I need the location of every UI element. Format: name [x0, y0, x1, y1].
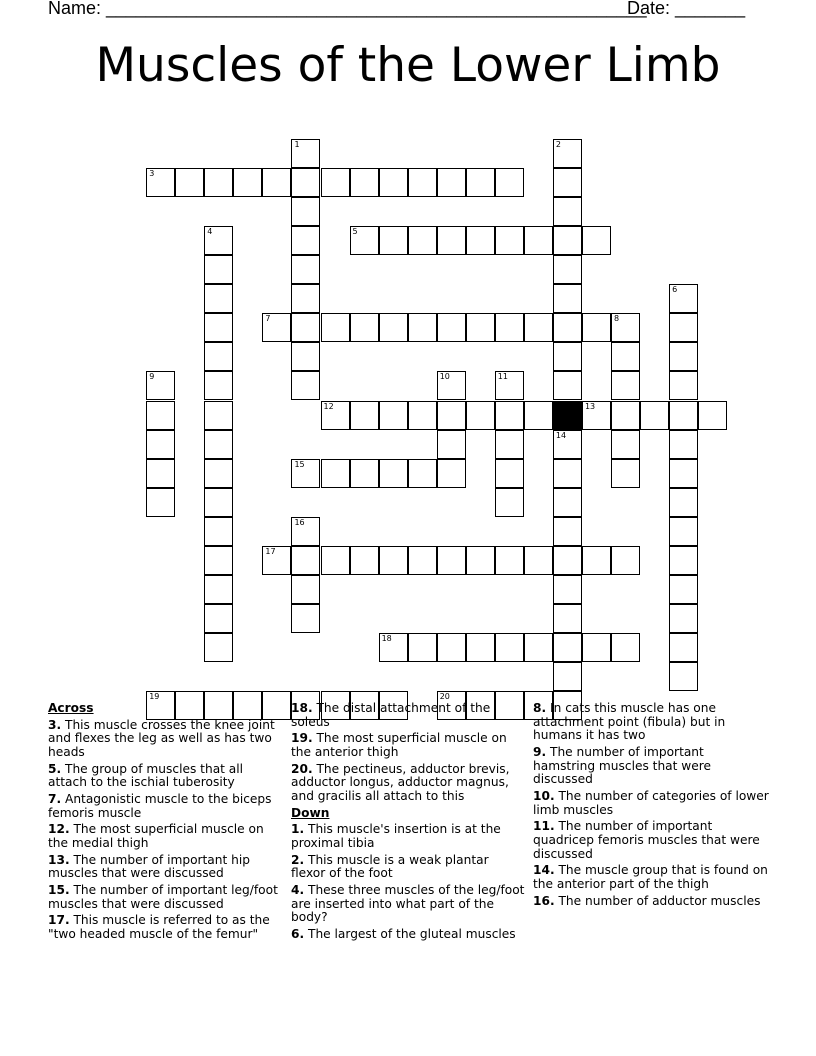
across-heading: Across — [48, 701, 94, 715]
clue-text: The distal attachment of the soleus — [291, 701, 491, 729]
grid-cell[interactable] — [669, 342, 698, 371]
clue-text: This muscle crosses the knee joint and flexes the leg as well as has two heads — [48, 717, 275, 759]
grid-cell[interactable] — [553, 371, 582, 400]
grid-cell[interactable] — [524, 226, 553, 255]
grid-cell[interactable] — [146, 459, 175, 488]
clue-number: 1. — [291, 822, 305, 837]
grid-cell[interactable] — [466, 313, 495, 342]
grid-cell[interactable] — [291, 604, 320, 633]
grid-cell[interactable] — [379, 401, 408, 430]
clue — [533, 746, 769, 787]
clues-column-3 — [533, 702, 769, 911]
clue — [291, 702, 525, 729]
clue — [48, 823, 284, 850]
grid-cell[interactable] — [437, 401, 466, 430]
grid-cell[interactable] — [495, 371, 524, 400]
grid-cell[interactable] — [204, 633, 233, 662]
clue-text: The group of muscles that all attach to the ischial tuberosity — [48, 761, 244, 790]
clue-text: These three muscles of the leg/foot are inserted into what part of the body? — [291, 883, 525, 925]
clue — [48, 884, 284, 911]
clue-text: The muscle group that is found on the anterior part of the thigh — [533, 863, 768, 891]
clue-number: 18. — [291, 701, 313, 715]
grid-cell[interactable] — [582, 401, 611, 430]
grid-cell[interactable] — [669, 313, 698, 342]
grid-cell[interactable] — [350, 459, 379, 488]
clue-text: The number of important hip muscles that were discussed — [48, 852, 251, 881]
grid-cell[interactable] — [204, 604, 233, 633]
grid-cell[interactable] — [408, 633, 437, 662]
grid-cell[interactable] — [553, 662, 582, 691]
grid-cell[interactable] — [495, 168, 524, 197]
grid-cell[interactable] — [553, 284, 582, 313]
grid-cell[interactable] — [524, 546, 553, 575]
clue — [48, 793, 284, 820]
clue-number: 7. — [48, 791, 62, 806]
grid-cell[interactable] — [495, 546, 524, 575]
clue — [48, 763, 284, 790]
grid-cell[interactable] — [204, 575, 233, 604]
grid-cell[interactable] — [146, 430, 175, 459]
grid-cell[interactable] — [291, 313, 320, 342]
grid-cell[interactable] — [437, 371, 466, 400]
clue-text: The most superficial muscle on the anterior thigh — [291, 731, 507, 759]
grid-cell[interactable] — [524, 401, 553, 430]
grid-cell[interactable] — [204, 226, 233, 255]
clue-number: 9 — [149, 372, 155, 382]
grid-cell[interactable] — [669, 459, 698, 488]
clue — [533, 820, 769, 861]
clue-number: 13. — [48, 852, 70, 867]
grid-cell[interactable] — [350, 226, 379, 255]
grid-cell[interactable] — [379, 168, 408, 197]
grid-cell[interactable] — [204, 168, 233, 197]
grid-cell[interactable] — [495, 488, 524, 517]
grid-cell[interactable] — [437, 226, 466, 255]
clue-number: 15. — [48, 883, 70, 898]
grid-cell[interactable] — [669, 488, 698, 517]
clue-text: The number of categories of lower limb muscles — [533, 788, 769, 817]
page-title: Muscles of the Lower Limb — [95, 38, 721, 93]
clue-number: 14. — [533, 863, 555, 878]
grid-cell[interactable] — [698, 401, 727, 430]
grid-cell[interactable] — [466, 401, 495, 430]
grid-cell[interactable] — [669, 401, 698, 430]
clue-number: 20. — [291, 761, 313, 776]
grid-cell[interactable] — [291, 139, 320, 168]
grid-cell[interactable] — [204, 517, 233, 546]
clue-number: 17. — [48, 913, 70, 928]
clue-text: This muscle is referred to as the "two headed muscle of the femur" — [48, 913, 270, 942]
clue-number: 1 — [294, 140, 300, 150]
grid-cell[interactable] — [350, 168, 379, 197]
grid-cell[interactable] — [437, 168, 466, 197]
grid-cell[interactable] — [466, 633, 495, 662]
clue — [533, 864, 769, 891]
grid-cell[interactable] — [204, 546, 233, 575]
grid-cell[interactable] — [669, 662, 698, 691]
clue — [48, 719, 284, 760]
clue-number: 3 — [149, 169, 155, 179]
clue-number: 5 — [352, 227, 358, 237]
grid-cell[interactable] — [291, 342, 320, 371]
grid-cell[interactable] — [350, 546, 379, 575]
grid-cell[interactable] — [611, 342, 640, 371]
grid-cell[interactable] — [582, 226, 611, 255]
clue-text: The pectineus, adductor brevis, adductor longus, adductor magnus, and gracilis all attach to this — [291, 761, 510, 803]
grid-cell[interactable] — [669, 575, 698, 604]
clue — [291, 732, 525, 759]
grid-cell[interactable] — [553, 342, 582, 371]
grid-cell[interactable] — [669, 604, 698, 633]
clue — [533, 790, 769, 817]
clues-column-1 — [48, 702, 284, 945]
grid-cell[interactable] — [262, 546, 291, 575]
clue-text: The number of important quadricep femoris muscles that were discussed — [533, 819, 760, 861]
clue-number: 16. — [533, 893, 555, 908]
grid-cell[interactable] — [669, 430, 698, 459]
clue-number: 19 — [149, 692, 160, 701]
grid-cell[interactable] — [291, 546, 320, 575]
grid-cell[interactable] — [553, 517, 582, 546]
grid-cell[interactable] — [291, 197, 320, 226]
grid-cell[interactable] — [379, 546, 408, 575]
grid-cell[interactable] — [204, 430, 233, 459]
clue-number: 9. — [533, 744, 547, 759]
clue-number: 4 — [207, 227, 213, 237]
grid-cell[interactable] — [146, 401, 175, 430]
clue-number: 4. — [291, 883, 305, 898]
grid-cell[interactable] — [553, 197, 582, 226]
grid-cell[interactable] — [611, 633, 640, 662]
clue — [291, 884, 525, 925]
clue — [48, 914, 284, 941]
clue-number: 2 — [555, 140, 561, 150]
clue — [291, 854, 525, 881]
grid-cell[interactable] — [524, 633, 553, 662]
grid-cell[interactable] — [262, 168, 291, 197]
grid-cell[interactable] — [553, 633, 582, 662]
grid-cell[interactable] — [611, 459, 640, 488]
grid-cell[interactable] — [291, 517, 320, 546]
grid-cell[interactable] — [495, 226, 524, 255]
clue-number: 8. — [533, 701, 547, 715]
grid-cell[interactable] — [669, 517, 698, 546]
grid-cell[interactable] — [611, 546, 640, 575]
grid-cell[interactable] — [291, 168, 320, 197]
grid-cell[interactable] — [233, 168, 262, 197]
clue-text: This muscle is a weak plantar flexor of the foot — [291, 852, 489, 881]
grid-cell[interactable] — [408, 401, 437, 430]
grid-cell[interactable] — [291, 459, 320, 488]
grid-cell[interactable] — [582, 313, 611, 342]
grid-cell[interactable] — [553, 604, 582, 633]
grid-cell[interactable] — [437, 633, 466, 662]
clue-number: 11. — [533, 819, 555, 834]
grid-cell[interactable] — [291, 575, 320, 604]
grid-cell[interactable] — [553, 459, 582, 488]
grid-cell[interactable] — [204, 313, 233, 342]
grid-cell[interactable] — [379, 633, 408, 662]
grid-cell[interactable] — [379, 226, 408, 255]
grid-cell[interactable] — [204, 459, 233, 488]
grid-cell[interactable] — [350, 313, 379, 342]
clue-number: 15 — [294, 459, 305, 469]
clue-number: 18 — [381, 633, 392, 643]
grid-cell[interactable] — [582, 633, 611, 662]
clue-number: 13 — [584, 401, 596, 411]
clue-number: 11 — [497, 372, 508, 382]
clue-number: 16 — [294, 517, 305, 527]
clue-number: 14 — [555, 430, 567, 440]
clue-number: 5. — [48, 761, 62, 776]
clue-text: The number of adductor muscles — [558, 893, 761, 908]
clue — [48, 854, 284, 881]
clue-text: The number of important leg/foot muscles that were discussed — [48, 883, 278, 911]
clue-number: 7 — [265, 314, 271, 324]
grid-cell[interactable] — [204, 255, 233, 284]
grid-cell[interactable] — [146, 371, 175, 400]
clue-text: The largest of the gluteal muscles — [308, 927, 516, 942]
clue-number: 12. — [48, 822, 70, 837]
grid-cell[interactable] — [553, 546, 582, 575]
clue-text: This muscle's insertion is at the proximal tibia — [291, 822, 501, 850]
grid-cell[interactable] — [204, 342, 233, 371]
grid-cell[interactable] — [262, 313, 291, 342]
grid-cell[interactable] — [437, 430, 466, 459]
clue-number: 10. — [533, 788, 555, 803]
grid-cell[interactable] — [553, 168, 582, 197]
grid-cell[interactable] — [553, 488, 582, 517]
clue-number: 19. — [291, 731, 313, 746]
grid-cell[interactable] — [611, 371, 640, 400]
grid-cell[interactable] — [321, 546, 350, 575]
clue-text: The most superficial muscle on the medial thigh — [48, 822, 264, 850]
grid-cell[interactable] — [553, 226, 582, 255]
grid-cell[interactable] — [466, 168, 495, 197]
clue-number: 8 — [614, 314, 620, 324]
grid-cell[interactable] — [291, 226, 320, 255]
grid-cell[interactable] — [321, 168, 350, 197]
grid-cell[interactable] — [408, 313, 437, 342]
grid-cell[interactable] — [669, 633, 698, 662]
grid-cell[interactable] — [175, 168, 204, 197]
grid-cell[interactable] — [495, 313, 524, 342]
grid-cell[interactable] — [669, 371, 698, 400]
grid-cell[interactable] — [204, 488, 233, 517]
grid-cell[interactable] — [495, 401, 524, 430]
clue — [291, 928, 525, 942]
clue — [533, 702, 769, 743]
clue-number: 20 — [439, 692, 450, 701]
clue — [291, 763, 525, 804]
clue-number: 10 — [439, 372, 450, 382]
clue-number: 17 — [265, 546, 276, 556]
grid-cell[interactable] — [204, 284, 233, 313]
grid-cell[interactable] — [321, 459, 350, 488]
grid-cell[interactable] — [291, 371, 320, 400]
grid-cell[interactable] — [146, 168, 175, 197]
name-field: Name: ______________________________________________________ — [48, 0, 647, 18]
grid-cell[interactable] — [408, 168, 437, 197]
grid-cell[interactable] — [204, 401, 233, 430]
clue-number: 3. — [48, 717, 62, 732]
grid-cell[interactable] — [611, 430, 640, 459]
grid-cell[interactable] — [582, 546, 611, 575]
grid-cell[interactable] — [408, 459, 437, 488]
grid-cell[interactable] — [466, 546, 495, 575]
down-heading: Down — [291, 805, 330, 820]
grid-cell[interactable] — [204, 371, 233, 400]
clue-number: 12 — [323, 401, 334, 411]
grid-cell[interactable] — [524, 313, 553, 342]
grid-cell[interactable] — [553, 575, 582, 604]
grid-cell[interactable] — [553, 430, 582, 459]
grid-cell[interactable] — [553, 255, 582, 284]
clue — [291, 823, 525, 850]
black-cell — [553, 401, 582, 430]
date-field: Date: _______ — [627, 0, 746, 18]
clue-text: In cats this muscle has one attachment point (fibula) but in humans it has two — [533, 701, 726, 743]
grid-cell[interactable] — [611, 401, 640, 430]
grid-cell[interactable] — [437, 546, 466, 575]
clue-number: 6 — [672, 285, 678, 295]
clue-text: Antagonistic muscle to the biceps femoris muscle — [48, 791, 272, 820]
grid-cell[interactable] — [553, 313, 582, 342]
clue-number: 2. — [291, 852, 305, 867]
grid-cell[interactable] — [408, 226, 437, 255]
grid-cell[interactable] — [495, 430, 524, 459]
grid-cell[interactable] — [611, 313, 640, 342]
grid-cell[interactable] — [379, 459, 408, 488]
grid-cell[interactable] — [553, 139, 582, 168]
grid-cell[interactable] — [321, 401, 350, 430]
grid-cell[interactable] — [640, 401, 669, 430]
grid-cell[interactable] — [379, 313, 408, 342]
clues-column-2 — [291, 702, 525, 945]
clue — [533, 895, 769, 909]
clue-text: The number of important hamstring muscles that were discussed — [533, 744, 712, 787]
grid-cell[interactable] — [350, 401, 379, 430]
grid-cell[interactable] — [466, 226, 495, 255]
grid-cell[interactable] — [291, 255, 320, 284]
grid-cell[interactable] — [669, 546, 698, 575]
grid-cell[interactable] — [669, 284, 698, 313]
grid-cell[interactable] — [321, 313, 350, 342]
grid-cell[interactable] — [408, 546, 437, 575]
grid-cell[interactable] — [437, 459, 466, 488]
grid-cell[interactable] — [291, 284, 320, 313]
grid-cell[interactable] — [495, 633, 524, 662]
grid-cell[interactable] — [437, 313, 466, 342]
grid-cell[interactable] — [495, 459, 524, 488]
grid-cell[interactable] — [146, 488, 175, 517]
clue-number: 6. — [291, 927, 305, 942]
